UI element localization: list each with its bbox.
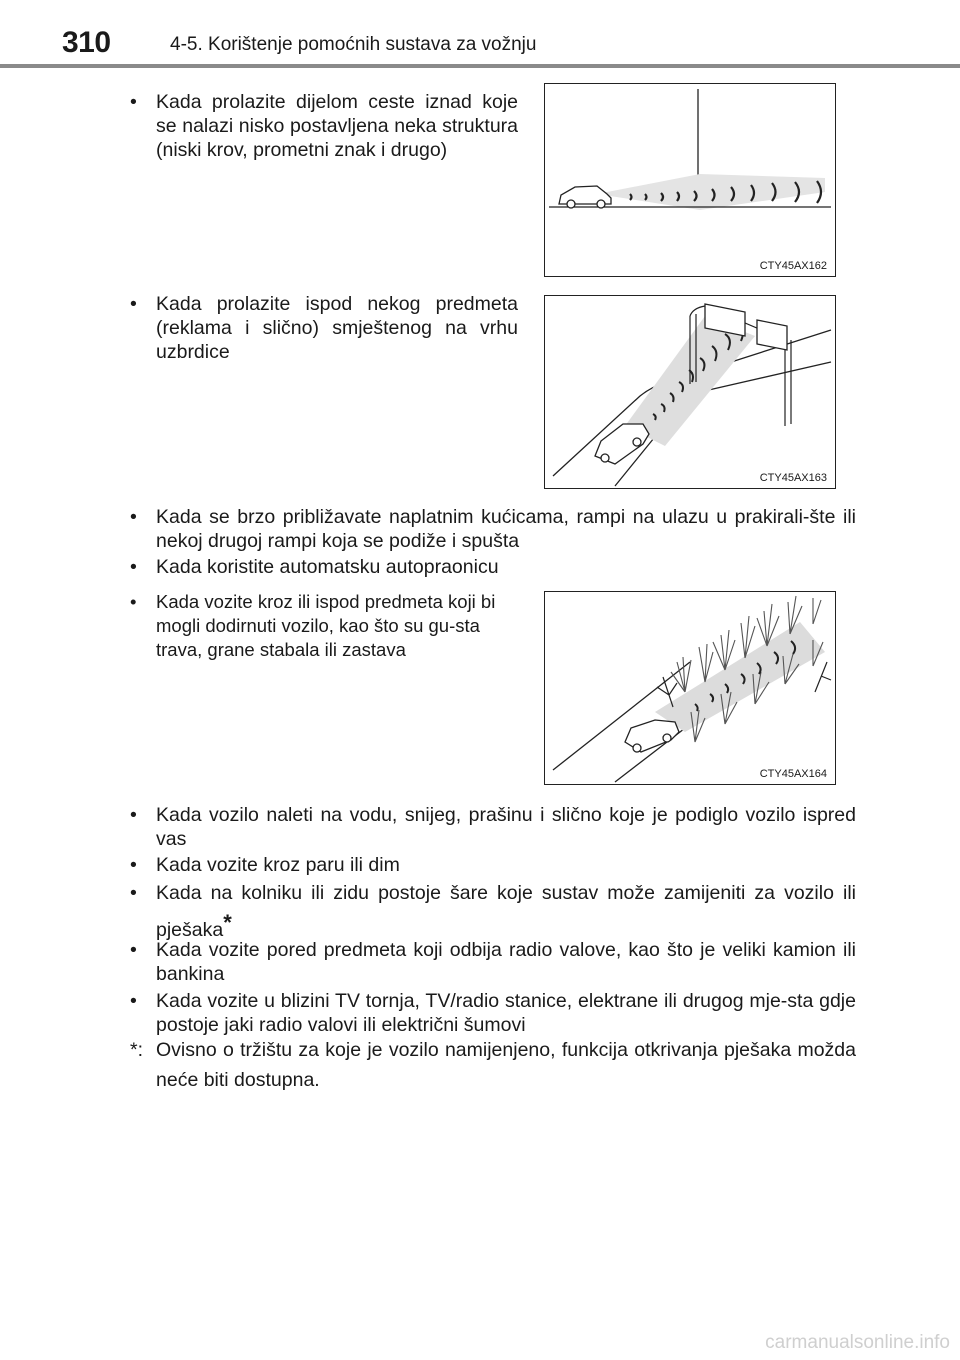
bullet-mark: •	[130, 556, 137, 578]
bullet-text: Kada prolazite ispod nekog predmeta (reklama i slično) smještenog na vrhu uzbrdice	[156, 293, 518, 363]
bullet-text: Kada vozite kroz paru ili dim	[156, 854, 400, 876]
bullet-mark: •	[130, 591, 137, 612]
bullet-text: Kada vozilo naleti na vodu, snijeg, prašinu i slično koje je podiglo vozilo ispred vas	[156, 804, 856, 850]
bullet-item	[130, 505, 856, 553]
bullet-mark: •	[130, 882, 137, 904]
bullet-item	[130, 590, 518, 662]
footnote-text: Ovisno o tržištu za koje je vozilo namijenjeno, funkcija otkrivanja pješaka možda neće biti dostupna.	[156, 1039, 856, 1091]
watermark: carmanualsonline.info	[765, 1332, 950, 1353]
bullet-mark: •	[130, 506, 137, 528]
grass-branches-illustration	[545, 592, 835, 784]
bullet-text: Kada prolazite dijelom ceste iznad koje se nalazi nisko postavljena neka struktura (niski krov, prometni znak i drugo)	[156, 91, 518, 161]
bullet-mark: •	[130, 939, 137, 961]
bullet-mark: •	[130, 804, 137, 826]
page-number: 310	[62, 26, 111, 59]
bullet-item	[130, 938, 856, 986]
section-title: 4-5. Korištenje pomoćnih sustava za vožnju	[170, 34, 537, 55]
bullet-mark: •	[130, 91, 137, 113]
bullet-item	[130, 989, 856, 1037]
figure-grass-branches	[544, 591, 836, 785]
footnote	[130, 1035, 856, 1095]
bullet-text: Kada koristite automatsku autopraonicu	[156, 556, 499, 578]
low-structure-illustration	[545, 84, 835, 276]
figure-hill-sign	[544, 295, 836, 489]
footnote-marker: *:	[130, 1039, 144, 1061]
figure-code: CTY45AX164	[759, 768, 827, 780]
asterisk-marker: *	[223, 910, 232, 935]
bullet-mark: •	[130, 854, 137, 876]
bullet-mark: •	[130, 990, 137, 1012]
bullet-text: Kada na kolniku ili zidu postoje šare koje sustav može zamijeniti za vozilo ili pješaka	[156, 882, 856, 941]
bullet-item	[130, 90, 518, 162]
bullet-item	[130, 803, 856, 851]
figure-low-structure	[544, 83, 836, 277]
bullet-item	[130, 853, 856, 877]
bullet-text: Kada vozite kroz ili ispod predmeta koji bi mogli dodirnuti vozilo, kao što su gu-sta trava, grane stabala ili zastava	[156, 591, 496, 660]
bullet-item	[130, 878, 856, 945]
bullet-mark: •	[130, 293, 137, 315]
bullet-text: Kada se brzo približavate naplatnim kućicama, rampi na ulazu u prakirali-šte ili nekoj drugoj rampi koja se podiže i spušta	[156, 506, 856, 552]
header-rule	[0, 64, 960, 68]
figure-code: CTY45AX162	[759, 260, 827, 272]
bullet-item	[130, 292, 518, 364]
bullet-item	[130, 555, 856, 579]
bullet-text: Kada vozite u blizini TV tornja, TV/radio stanice, elektrane ili drugog mje-sta gdje postoje jaki radio valovi ili električni šumovi	[156, 990, 856, 1036]
hill-sign-illustration	[545, 296, 835, 488]
figure-code: CTY45AX163	[759, 472, 827, 484]
bullet-text: Kada vozite pored predmeta koji odbija radio valove, kao što je veliki kamion ili bankina	[156, 939, 856, 985]
